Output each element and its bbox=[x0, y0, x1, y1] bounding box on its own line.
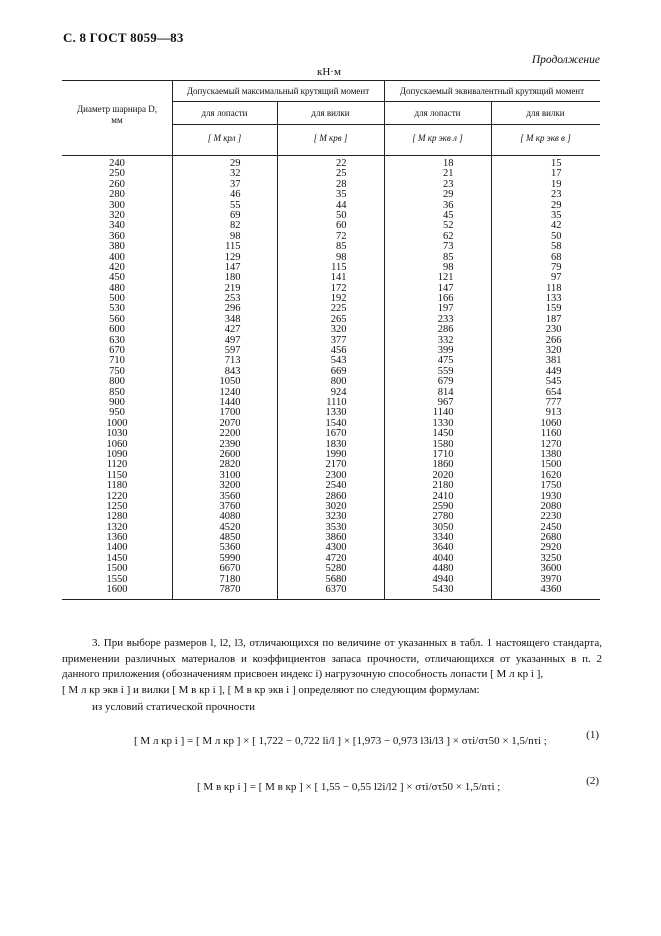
table-cell: 750 bbox=[109, 365, 125, 377]
table-cell: 52 bbox=[443, 220, 454, 232]
table-cell: 320 bbox=[109, 209, 125, 221]
table-cell: 172 bbox=[330, 282, 347, 294]
table-cell: 44 bbox=[336, 199, 347, 211]
table-cell: 1620 bbox=[540, 469, 562, 481]
table-cell: 2020 bbox=[432, 469, 454, 481]
table-cell: 1500 bbox=[106, 563, 128, 575]
table-cell: 187 bbox=[545, 313, 562, 325]
table-cell: 115 bbox=[331, 261, 347, 273]
table-cell: 654 bbox=[545, 386, 562, 398]
table-cell: 2590 bbox=[432, 500, 454, 512]
table-cell: 72 bbox=[336, 230, 347, 242]
table-cell: 1450 bbox=[106, 552, 128, 564]
table-cell: 600 bbox=[109, 324, 125, 336]
table-cell: 45 bbox=[443, 209, 454, 221]
table-cell: 1440 bbox=[219, 396, 241, 408]
table-cell: 777 bbox=[545, 396, 562, 408]
table-cell: 332 bbox=[437, 334, 454, 346]
table-cell: 197 bbox=[437, 303, 454, 315]
table-cell: 4720 bbox=[325, 552, 347, 564]
table-cell: 1860 bbox=[432, 459, 454, 471]
table-cell: 15 bbox=[551, 158, 562, 169]
table-cell: 55 bbox=[230, 199, 241, 211]
table-cell: 320 bbox=[545, 345, 562, 357]
table-cell: 4080 bbox=[219, 511, 241, 523]
table-cell: 360 bbox=[109, 230, 125, 242]
table-cell: 21 bbox=[443, 168, 454, 180]
table-cell: 3600 bbox=[540, 563, 562, 575]
table-cell: 300 bbox=[109, 199, 125, 211]
table-cell: 180 bbox=[224, 272, 241, 284]
table-cell: 192 bbox=[330, 293, 347, 305]
symbol-fork-max: [ M крв ] bbox=[313, 133, 348, 143]
table-cell: 597 bbox=[224, 345, 241, 357]
table-cell: 3200 bbox=[219, 480, 241, 492]
table-cell: 82 bbox=[230, 220, 241, 232]
table-cell: 669 bbox=[330, 365, 347, 377]
table-cell: 814 bbox=[437, 386, 454, 398]
max-fork-subheader: для вилки bbox=[311, 108, 350, 118]
table-cell: 98 bbox=[443, 261, 454, 273]
table-cell: 924 bbox=[330, 386, 347, 398]
table-cell: 3860 bbox=[325, 532, 347, 544]
table-cell: 5430 bbox=[432, 584, 454, 596]
table-cell: 2390 bbox=[219, 438, 241, 450]
table-cell: 450 bbox=[109, 272, 125, 284]
torque-table bbox=[62, 80, 600, 600]
table-header bbox=[62, 80, 600, 156]
table-cell: 85 bbox=[336, 241, 347, 253]
table-cell: 3230 bbox=[325, 511, 347, 523]
table-cell: 3530 bbox=[325, 521, 347, 533]
table-cell: 286 bbox=[437, 324, 454, 336]
table-cell: 800 bbox=[330, 376, 347, 388]
table-row bbox=[62, 180, 600, 190]
table-cell: 28 bbox=[336, 178, 347, 190]
table-cell: 98 bbox=[230, 230, 241, 242]
table-cell: 1540 bbox=[325, 417, 347, 429]
table-cell: 377 bbox=[330, 334, 347, 346]
table-row bbox=[62, 201, 600, 211]
table-cell: 320 bbox=[330, 324, 347, 336]
table-cell: 230 bbox=[545, 324, 562, 336]
table-cell: 2410 bbox=[432, 490, 454, 502]
table-cell: 6370 bbox=[325, 584, 347, 596]
table-cell: 18 bbox=[443, 158, 454, 169]
table-cell: 1700 bbox=[219, 407, 241, 419]
table-cell: 35 bbox=[551, 209, 562, 221]
table-cell: 2070 bbox=[219, 417, 241, 429]
table-cell: 97 bbox=[551, 272, 562, 284]
table-cell: 2200 bbox=[219, 428, 241, 440]
table-cell: 296 bbox=[224, 303, 241, 315]
table-cell: 3560 bbox=[219, 490, 241, 502]
table-cell: 1600 bbox=[106, 584, 128, 596]
table-cell: 1500 bbox=[540, 459, 562, 471]
formula-1-number: (1) bbox=[586, 729, 599, 741]
table-cell: 420 bbox=[109, 261, 125, 273]
table-cell: 2860 bbox=[325, 490, 347, 502]
table-cell: 5360 bbox=[219, 542, 241, 554]
table-cell: 219 bbox=[224, 282, 241, 294]
table-cell: 3050 bbox=[432, 521, 454, 533]
table-cell: 1330 bbox=[325, 407, 347, 419]
formula-2-number: (2) bbox=[586, 775, 599, 787]
table-cell: 2600 bbox=[219, 448, 241, 460]
table-cell: 115 bbox=[225, 241, 241, 253]
table-cell: 240 bbox=[109, 158, 125, 169]
table-cell: 250 bbox=[109, 168, 125, 180]
table-cell: 23 bbox=[443, 178, 454, 190]
table-cell: 85 bbox=[443, 251, 454, 263]
symbol-fork-equiv: [ M кр экв в ] bbox=[520, 133, 571, 143]
diameter-header-line1: Диаметр шарнира D, bbox=[77, 104, 157, 114]
table-cell: 2450 bbox=[540, 521, 562, 533]
max-blade-subheader: для лопасти bbox=[201, 108, 248, 118]
table-cell: 2300 bbox=[325, 469, 347, 481]
table-cell: 1060 bbox=[540, 417, 562, 429]
table-cell: 2540 bbox=[325, 480, 347, 492]
table-cell: 1090 bbox=[106, 448, 128, 460]
table-body bbox=[62, 156, 600, 600]
table-row bbox=[62, 211, 600, 221]
table-cell: 29 bbox=[443, 189, 454, 201]
table-cell: 3760 bbox=[219, 500, 241, 512]
table-cell: 36 bbox=[443, 199, 454, 211]
table-cell: 147 bbox=[437, 282, 454, 294]
table-cell: 3340 bbox=[432, 532, 454, 544]
equiv-torque-header: Допускаемый эквивалентный крутящий момент bbox=[399, 86, 585, 96]
table-cell: 1750 bbox=[540, 480, 562, 492]
table-cell: 58 bbox=[551, 241, 562, 253]
table-cell: 62 bbox=[443, 230, 454, 242]
table-cell: 713 bbox=[224, 355, 241, 367]
table-cell: 679 bbox=[437, 376, 454, 388]
table-cell: 1400 bbox=[106, 542, 128, 554]
max-torque-header: Допускаемый максимальный крутящий момент bbox=[186, 86, 370, 96]
table-cell: 475 bbox=[437, 355, 454, 367]
table-cell: 950 bbox=[109, 407, 125, 419]
table-cell: 2920 bbox=[540, 542, 562, 554]
table-cell: 850 bbox=[109, 386, 125, 398]
table-cell: 19 bbox=[551, 178, 562, 190]
table-cell: 4300 bbox=[325, 542, 347, 554]
table-row bbox=[62, 585, 600, 595]
table-cell: 2230 bbox=[540, 511, 562, 523]
continuation-label: Продолжение bbox=[531, 54, 600, 66]
table-cell: 5990 bbox=[219, 552, 241, 564]
table-cell: 1580 bbox=[432, 438, 454, 450]
table-cell: 50 bbox=[551, 230, 562, 242]
table-cell: 559 bbox=[437, 365, 454, 377]
table-cell: 22 bbox=[336, 158, 347, 169]
table-row bbox=[62, 190, 600, 200]
diameter-header-line2: мм bbox=[111, 115, 123, 125]
table-row bbox=[62, 169, 600, 179]
diameter-header bbox=[62, 104, 172, 126]
table-cell: 50 bbox=[336, 209, 347, 221]
table-cell: 1930 bbox=[540, 490, 562, 502]
table-cell: 73 bbox=[443, 241, 454, 253]
table-cell: 166 bbox=[437, 293, 454, 305]
table-cell: 4480 bbox=[432, 563, 454, 575]
table-cell: 4940 bbox=[432, 573, 454, 585]
paragraph-3-continuation: [ M л кр экв i ] и вилки [ M в кр i ], [ M в кр экв i ] определяют по следующим формулам: bbox=[62, 684, 480, 696]
table-cell: 5680 bbox=[325, 573, 347, 585]
table-cell: 1050 bbox=[219, 376, 241, 388]
table-cell: 129 bbox=[224, 251, 241, 263]
table-cell: 4360 bbox=[540, 584, 562, 596]
table-cell: 545 bbox=[545, 376, 562, 388]
table-cell: 280 bbox=[109, 189, 125, 201]
table-cell: 2180 bbox=[432, 480, 454, 492]
table-cell: 23 bbox=[551, 189, 562, 201]
table-cell: 1280 bbox=[106, 511, 128, 523]
table-cell: 399 bbox=[437, 345, 454, 357]
table-cell: 913 bbox=[545, 407, 562, 419]
table-cell: 4850 bbox=[219, 532, 241, 544]
table-cell: 2170 bbox=[325, 459, 347, 471]
table-cell: 530 bbox=[109, 303, 125, 315]
table-cell: 233 bbox=[437, 313, 454, 325]
table-cell: 3970 bbox=[540, 573, 562, 585]
table-cell: 141 bbox=[330, 272, 347, 284]
table-cell: 1030 bbox=[106, 428, 128, 440]
table-cell: 456 bbox=[330, 345, 347, 357]
table-row bbox=[62, 159, 600, 169]
table-cell: 560 bbox=[109, 313, 125, 325]
table-cell: 79 bbox=[551, 261, 562, 273]
table-cell: 260 bbox=[109, 178, 125, 190]
table-cell: 1220 bbox=[106, 490, 128, 502]
table-cell: 133 bbox=[545, 293, 562, 305]
table-cell: 1060 bbox=[106, 438, 128, 450]
table-cell: 1380 bbox=[540, 448, 562, 460]
table-cell: 1120 bbox=[106, 459, 128, 471]
table-cell: 1140 bbox=[432, 407, 454, 419]
table-cell: 500 bbox=[109, 293, 125, 305]
table-cell: 37 bbox=[230, 178, 241, 190]
table-cell: 1990 bbox=[325, 448, 347, 460]
table-cell: 25 bbox=[336, 168, 347, 180]
table-row bbox=[62, 221, 600, 231]
table-cell: 1550 bbox=[106, 573, 128, 585]
table-cell: 1180 bbox=[106, 480, 128, 492]
table-cell: 5280 bbox=[325, 563, 347, 575]
table-cell: 147 bbox=[224, 261, 241, 273]
table-cell: 159 bbox=[545, 303, 562, 315]
table-cell: 1240 bbox=[219, 386, 241, 398]
table-row bbox=[62, 429, 600, 439]
table-cell: 118 bbox=[546, 282, 562, 294]
table-row bbox=[62, 481, 600, 491]
table-cell: 46 bbox=[230, 189, 241, 201]
table-cell: 29 bbox=[551, 199, 562, 211]
table-cell: 480 bbox=[109, 282, 125, 294]
equiv-fork-subheader: для вилки bbox=[526, 108, 565, 118]
table-cell: 60 bbox=[336, 220, 347, 232]
table-cell: 1450 bbox=[432, 428, 454, 440]
table-cell: 29 bbox=[230, 158, 241, 169]
table-cell: 253 bbox=[224, 293, 241, 305]
formula-2: [ M в кр i ] = [ M в кр ] × [ 1,55 − 0,55 l2i/l2 ] × στi/στ50 × 1,5/nτi ; bbox=[197, 781, 501, 793]
table-cell: 4520 bbox=[219, 521, 241, 533]
table-cell: 1110 bbox=[326, 396, 347, 408]
table-cell: 340 bbox=[109, 220, 125, 232]
table-cell: 225 bbox=[330, 303, 347, 315]
table-cell: 1360 bbox=[106, 532, 128, 544]
table-cell: 98 bbox=[336, 251, 347, 263]
table-cell: 121 bbox=[437, 272, 454, 284]
table-cell: 3100 bbox=[219, 469, 241, 481]
table-cell: 400 bbox=[109, 251, 125, 263]
table-cell: 900 bbox=[109, 396, 125, 408]
table-cell: 69 bbox=[230, 209, 241, 221]
table-cell: 1270 bbox=[540, 438, 562, 450]
table-cell: 42 bbox=[551, 220, 562, 232]
table-cell: 630 bbox=[109, 334, 125, 346]
table-cell: 1710 bbox=[432, 448, 454, 460]
table-cell: 266 bbox=[545, 334, 562, 346]
table-cell: 6670 bbox=[219, 563, 241, 575]
table-cell: 3640 bbox=[432, 542, 454, 554]
table-cell: 7870 bbox=[219, 584, 241, 596]
table-cell: 2680 bbox=[540, 532, 562, 544]
table-cell: 2780 bbox=[432, 511, 454, 523]
table-cell: 967 bbox=[437, 396, 454, 408]
static-condition-label: из условий статической прочности bbox=[92, 701, 256, 713]
table-cell: 380 bbox=[109, 241, 125, 253]
table-cell: 1250 bbox=[106, 500, 128, 512]
table-cell: 1160 bbox=[540, 428, 562, 440]
formula-1: [ M л кр i ] = [ M л кр ] × [ 1,722 − 0,722 li/l ] × [1,973 − 0,973 l3i/l3 ] × στi/στ50 × 1,5/nτi ; bbox=[134, 735, 547, 747]
table-cell: 843 bbox=[224, 365, 241, 377]
table-cell: 2080 bbox=[540, 500, 562, 512]
symbol-blade-max: [ M крл ] bbox=[207, 133, 242, 143]
table-cell: 4040 bbox=[432, 552, 454, 564]
table-cell: 1150 bbox=[106, 469, 128, 481]
table-cell: 32 bbox=[230, 168, 241, 180]
table-cell: 68 bbox=[551, 251, 562, 263]
table-cell: 381 bbox=[545, 355, 562, 367]
table-cell: 710 bbox=[109, 355, 125, 367]
paragraph-3-text: 3. При выборе размеров l, l2, l3, отличающихся по величине от указанных в табл. 1 настоящего стандарта, применении различных материалов и коэффициентов запаса прочности, отличающихся от указанных в п. 2 данного приложения (обозначениям присвоен индекс i) нагрузочную способность лопасти [ M л кр i ], bbox=[62, 637, 602, 680]
table-cell: 1670 bbox=[325, 428, 347, 440]
table-row bbox=[62, 242, 600, 252]
table-cell: 2820 bbox=[219, 459, 241, 471]
page-header: С. 8 ГОСТ 8059—83 bbox=[63, 30, 184, 45]
table-cell: 7180 bbox=[219, 573, 241, 585]
table-cell: 1830 bbox=[325, 438, 347, 450]
table-cell: 670 bbox=[109, 345, 125, 357]
table-row bbox=[62, 232, 600, 242]
table-cell: 543 bbox=[330, 355, 347, 367]
paragraph-3 bbox=[62, 636, 602, 683]
table-cell: 1320 bbox=[106, 521, 128, 533]
table-cell: 3250 bbox=[540, 552, 562, 564]
table-cell: 449 bbox=[545, 365, 562, 377]
table-cell: 800 bbox=[109, 376, 125, 388]
table-cell: 427 bbox=[224, 324, 241, 336]
symbol-blade-equiv: [ M кр экв л ] bbox=[412, 133, 463, 143]
equiv-blade-subheader: для лопасти bbox=[414, 108, 461, 118]
table-cell: 348 bbox=[224, 313, 241, 325]
table-cell: 265 bbox=[330, 313, 347, 325]
table-cell: 497 bbox=[224, 334, 241, 346]
table-cell: 1000 bbox=[106, 417, 128, 429]
table-cell: 17 bbox=[551, 168, 562, 180]
table-cell: 35 bbox=[336, 189, 347, 201]
unit-label: кН·м bbox=[317, 66, 341, 78]
table-cell: 3020 bbox=[325, 500, 347, 512]
table-cell: 1330 bbox=[432, 417, 454, 429]
